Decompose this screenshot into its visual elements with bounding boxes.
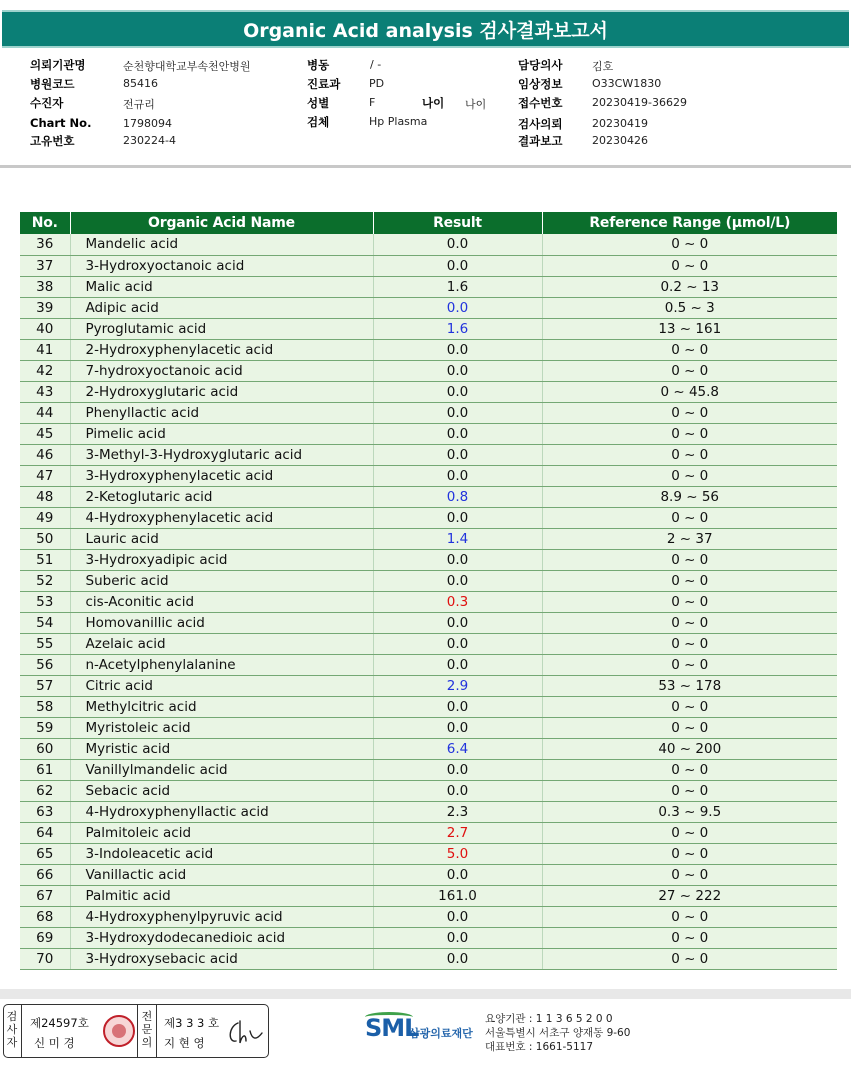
table-row	[20, 696, 837, 717]
row-no: 60	[20, 738, 70, 759]
institution-info	[485, 1012, 630, 1054]
row-no: 53	[20, 591, 70, 612]
row-reference: 0 ~ 0	[542, 339, 837, 360]
row-result: 0.0	[373, 255, 542, 276]
table-row	[20, 318, 837, 339]
sig2-category: 전문의	[141, 1010, 153, 1049]
recipient-value: 전규리	[123, 98, 155, 111]
row-result: 2.7	[373, 822, 542, 843]
row-reference: 0 ~ 0	[542, 507, 837, 528]
header-reference: Reference Range (µmol/L)	[542, 212, 837, 234]
row-acid-name: 4-Hydroxyphenyllactic acid	[70, 801, 373, 822]
row-result: 0.0	[373, 507, 542, 528]
row-no: 37	[20, 255, 70, 276]
clinical-info-label: 임상정보	[518, 77, 563, 91]
row-result: 0.0	[373, 759, 542, 780]
row-result: 0.0	[373, 717, 542, 738]
row-reference: 0 ~ 0	[542, 423, 837, 444]
logo-name: 삼광의료재단	[409, 1027, 473, 1040]
sex-label: 성별	[307, 96, 330, 110]
row-result: 5.0	[373, 843, 542, 864]
ward-label: 병동	[307, 58, 330, 72]
row-result: 2.3	[373, 801, 542, 822]
row-reference: 0 ~ 0	[542, 759, 837, 780]
row-result: 0.0	[373, 549, 542, 570]
header-no: No.	[20, 212, 70, 234]
receipt-no-label: 접수번호	[518, 96, 563, 110]
receipt-no-value: 20230419-36629	[592, 96, 687, 109]
row-acid-name: 3-Hydroxyoctanoic acid	[70, 255, 373, 276]
institution-address: 서울특별시 서초구 양재동 9-60	[485, 1027, 631, 1039]
sig1-name: 신 미 경	[34, 1036, 75, 1050]
table-row	[20, 486, 837, 507]
row-reference: 0 ~ 0	[542, 948, 837, 969]
row-acid-name: Vanillactic acid	[70, 864, 373, 885]
row-acid-name: Myristoleic acid	[70, 717, 373, 738]
doctor-label: 담당의사	[518, 58, 563, 72]
row-no: 45	[20, 423, 70, 444]
results-table	[20, 212, 837, 970]
table-row	[20, 906, 837, 927]
signature-scribble-icon	[226, 1019, 264, 1047]
table-row	[20, 549, 837, 570]
row-reference: 0.5 ~ 3	[542, 297, 837, 318]
row-no: 39	[20, 297, 70, 318]
table-row	[20, 591, 837, 612]
row-no: 68	[20, 906, 70, 927]
sig-divider	[156, 1005, 157, 1057]
row-no: 59	[20, 717, 70, 738]
footer-divider	[0, 989, 851, 999]
table-row	[20, 927, 837, 948]
chart-no-value: 1798094	[123, 117, 172, 130]
row-result: 0.0	[373, 633, 542, 654]
row-reference: 40 ~ 200	[542, 738, 837, 759]
row-no: 67	[20, 885, 70, 906]
row-result: 0.0	[373, 360, 542, 381]
requester-label: 의뢰기관명	[30, 58, 86, 72]
row-no: 41	[20, 339, 70, 360]
row-acid-name: Pyroglutamic acid	[70, 318, 373, 339]
row-acid-name: Adipic acid	[70, 297, 373, 318]
row-reference: 13 ~ 161	[542, 318, 837, 339]
report-title: Organic Acid analysis 검사결과보고서	[2, 10, 849, 48]
row-reference: 0 ~ 0	[542, 549, 837, 570]
row-result: 1.4	[373, 528, 542, 549]
row-acid-name: 3-Hydroxyadipic acid	[70, 549, 373, 570]
ward-value: / -	[370, 58, 382, 71]
row-reference: 0 ~ 45.8	[542, 381, 837, 402]
row-reference: 0 ~ 0	[542, 570, 837, 591]
sig1-license: 제24597호	[30, 1016, 89, 1030]
table-row	[20, 465, 837, 486]
row-result: 0.0	[373, 423, 542, 444]
row-acid-name: Pimelic acid	[70, 423, 373, 444]
sig-divider	[21, 1005, 22, 1057]
row-acid-name: 3-Hydroxysebacic acid	[70, 948, 373, 969]
table-header-row	[20, 212, 837, 234]
table-row	[20, 402, 837, 423]
test-request-value: 20230419	[592, 117, 648, 130]
signature-box	[3, 1004, 269, 1058]
table-row	[20, 885, 837, 906]
patient-info-section	[0, 54, 851, 154]
table-row	[20, 822, 837, 843]
row-no: 65	[20, 843, 70, 864]
table-row	[20, 276, 837, 297]
specimen-value: Hp Plasma	[369, 115, 428, 128]
table-row	[20, 738, 837, 759]
row-no: 55	[20, 633, 70, 654]
institution-code: 요양기관 : 1 1 3 6 5 2 0 0	[485, 1013, 613, 1025]
row-reference: 0.3 ~ 9.5	[542, 801, 837, 822]
table-row	[20, 801, 837, 822]
table-row	[20, 297, 837, 318]
row-acid-name: 3-Indoleacetic acid	[70, 843, 373, 864]
row-result: 1.6	[373, 276, 542, 297]
row-no: 51	[20, 549, 70, 570]
row-acid-name: Methylcitric acid	[70, 696, 373, 717]
footer	[0, 1000, 851, 1068]
chart-no-label: Chart No.	[30, 116, 92, 130]
row-result: 0.0	[373, 570, 542, 591]
row-result: 0.0	[373, 948, 542, 969]
row-acid-name: Palmitic acid	[70, 885, 373, 906]
table-row	[20, 381, 837, 402]
unique-no-value: 230224-4	[123, 134, 176, 147]
row-reference: 0 ~ 0	[542, 444, 837, 465]
row-reference: 0 ~ 0	[542, 717, 837, 738]
row-result: 0.0	[373, 402, 542, 423]
unique-no-label: 고유번호	[30, 134, 75, 148]
row-reference: 0 ~ 0	[542, 906, 837, 927]
table-row	[20, 507, 837, 528]
table-row	[20, 675, 837, 696]
row-acid-name: Mandelic acid	[70, 234, 373, 255]
hospital-code-label: 병원코드	[30, 77, 75, 91]
table-row	[20, 255, 837, 276]
sig-divider	[137, 1005, 138, 1057]
row-result: 0.0	[373, 864, 542, 885]
row-reference: 0 ~ 0	[542, 591, 837, 612]
row-reference: 0 ~ 0	[542, 654, 837, 675]
row-reference: 0 ~ 0	[542, 465, 837, 486]
hospital-code-value: 85416	[123, 77, 158, 90]
row-reference: 0 ~ 0	[542, 234, 837, 255]
row-reference: 0 ~ 0	[542, 696, 837, 717]
row-acid-name: Sebacic acid	[70, 780, 373, 801]
table-row	[20, 717, 837, 738]
row-reference: 27 ~ 222	[542, 885, 837, 906]
row-acid-name: Azelaic acid	[70, 633, 373, 654]
result-report-label: 결과보고	[518, 134, 563, 148]
institution-phone: 대표번호 : 1661-5117	[485, 1041, 594, 1053]
sig2-license: 제3 3 3 호	[164, 1016, 220, 1030]
row-no: 58	[20, 696, 70, 717]
row-acid-name: cis-Aconitic acid	[70, 591, 373, 612]
row-no: 52	[20, 570, 70, 591]
row-no: 48	[20, 486, 70, 507]
table-row	[20, 759, 837, 780]
row-no: 70	[20, 948, 70, 969]
row-reference: 8.9 ~ 56	[542, 486, 837, 507]
sig2-name: 지 현 영	[164, 1036, 205, 1050]
row-no: 57	[20, 675, 70, 696]
table-row	[20, 633, 837, 654]
row-acid-name: 7-hydroxyoctanoic acid	[70, 360, 373, 381]
row-acid-name: Phenyllactic acid	[70, 402, 373, 423]
row-no: 61	[20, 759, 70, 780]
row-result: 161.0	[373, 885, 542, 906]
dept-value: PD	[369, 77, 385, 90]
header-result: Result	[373, 212, 542, 234]
table-row	[20, 864, 837, 885]
row-no: 47	[20, 465, 70, 486]
table-row	[20, 570, 837, 591]
row-acid-name: 3-Hydroxyphenylacetic acid	[70, 465, 373, 486]
row-acid-name: 3-Hydroxydodecanedioic acid	[70, 927, 373, 948]
header-name: Organic Acid Name	[70, 212, 373, 234]
row-no: 49	[20, 507, 70, 528]
row-acid-name: Malic acid	[70, 276, 373, 297]
row-acid-name: Vanillylmandelic acid	[70, 759, 373, 780]
row-reference: 0 ~ 0	[542, 255, 837, 276]
row-no: 44	[20, 402, 70, 423]
specimen-label: 검체	[307, 115, 330, 129]
row-acid-name: 3-Methyl-3-Hydroxyglutaric acid	[70, 444, 373, 465]
row-acid-name: 4-Hydroxyphenylpyruvic acid	[70, 906, 373, 927]
row-reference: 0 ~ 0	[542, 612, 837, 633]
row-acid-name: Palmitoleic acid	[70, 822, 373, 843]
row-no: 62	[20, 780, 70, 801]
row-acid-name: n-Acetylphenylalanine	[70, 654, 373, 675]
row-result: 0.0	[373, 444, 542, 465]
table-body	[20, 234, 837, 969]
table-row	[20, 423, 837, 444]
table-row	[20, 444, 837, 465]
table-row	[20, 339, 837, 360]
table-row	[20, 654, 837, 675]
section-divider	[0, 165, 851, 168]
table-row	[20, 234, 837, 255]
table-row	[20, 780, 837, 801]
row-acid-name: 4-Hydroxyphenylacetic acid	[70, 507, 373, 528]
row-no: 63	[20, 801, 70, 822]
sig1-category: 검사자	[6, 1010, 18, 1049]
row-no: 46	[20, 444, 70, 465]
row-result: 0.0	[373, 927, 542, 948]
requester-value: 순천향대학교부속천안병원	[123, 60, 251, 73]
sex-value: F	[369, 96, 376, 109]
row-result: 0.0	[373, 906, 542, 927]
table-row	[20, 843, 837, 864]
row-acid-name: Homovanillic acid	[70, 612, 373, 633]
row-no: 36	[20, 234, 70, 255]
row-no: 40	[20, 318, 70, 339]
row-no: 66	[20, 864, 70, 885]
row-acid-name: Lauric acid	[70, 528, 373, 549]
row-reference: 0.2 ~ 13	[542, 276, 837, 297]
row-no: 54	[20, 612, 70, 633]
logo-text: SML	[365, 1014, 419, 1042]
row-reference: 0 ~ 0	[542, 864, 837, 885]
row-no: 42	[20, 360, 70, 381]
row-reference: 0 ~ 0	[542, 360, 837, 381]
row-reference: 2 ~ 37	[542, 528, 837, 549]
age-value: 나이	[465, 98, 487, 111]
row-result: 6.4	[373, 738, 542, 759]
row-no: 50	[20, 528, 70, 549]
recipient-label: 수진자	[30, 96, 64, 110]
row-acid-name: 2-Hydroxyglutaric acid	[70, 381, 373, 402]
row-result: 0.0	[373, 612, 542, 633]
row-acid-name: 2-Hydroxyphenylacetic acid	[70, 339, 373, 360]
table-row	[20, 612, 837, 633]
row-result: 0.0	[373, 696, 542, 717]
row-no: 38	[20, 276, 70, 297]
row-acid-name: 2-Ketoglutaric acid	[70, 486, 373, 507]
row-reference: 0 ~ 0	[542, 843, 837, 864]
row-reference: 53 ~ 178	[542, 675, 837, 696]
row-result: 0.0	[373, 339, 542, 360]
row-no: 43	[20, 381, 70, 402]
row-no: 64	[20, 822, 70, 843]
row-reference: 0 ~ 0	[542, 780, 837, 801]
clinical-info-value: O33CW1830	[592, 77, 662, 90]
seal-stamp-icon	[103, 1015, 135, 1047]
row-acid-name: Citric acid	[70, 675, 373, 696]
row-result: 0.8	[373, 486, 542, 507]
row-reference: 0 ~ 0	[542, 927, 837, 948]
row-result: 0.0	[373, 654, 542, 675]
row-result: 0.0	[373, 465, 542, 486]
row-result: 0.0	[373, 381, 542, 402]
row-result: 2.9	[373, 675, 542, 696]
row-acid-name: Myristic acid	[70, 738, 373, 759]
dept-label: 진료과	[307, 77, 341, 91]
row-result: 0.0	[373, 234, 542, 255]
result-report-value: 20230426	[592, 134, 648, 147]
test-request-label: 검사의뢰	[518, 117, 563, 131]
row-result: 0.3	[373, 591, 542, 612]
row-no: 69	[20, 927, 70, 948]
doctor-value: 김호	[592, 60, 614, 73]
row-result: 0.0	[373, 780, 542, 801]
table-row	[20, 948, 837, 969]
row-acid-name: Suberic acid	[70, 570, 373, 591]
row-reference: 0 ~ 0	[542, 633, 837, 654]
age-label: 나이	[422, 96, 445, 110]
row-no: 56	[20, 654, 70, 675]
row-result: 0.0	[373, 297, 542, 318]
table-row	[20, 360, 837, 381]
row-reference: 0 ~ 0	[542, 402, 837, 423]
row-result: 1.6	[373, 318, 542, 339]
table-row	[20, 528, 837, 549]
row-reference: 0 ~ 0	[542, 822, 837, 843]
